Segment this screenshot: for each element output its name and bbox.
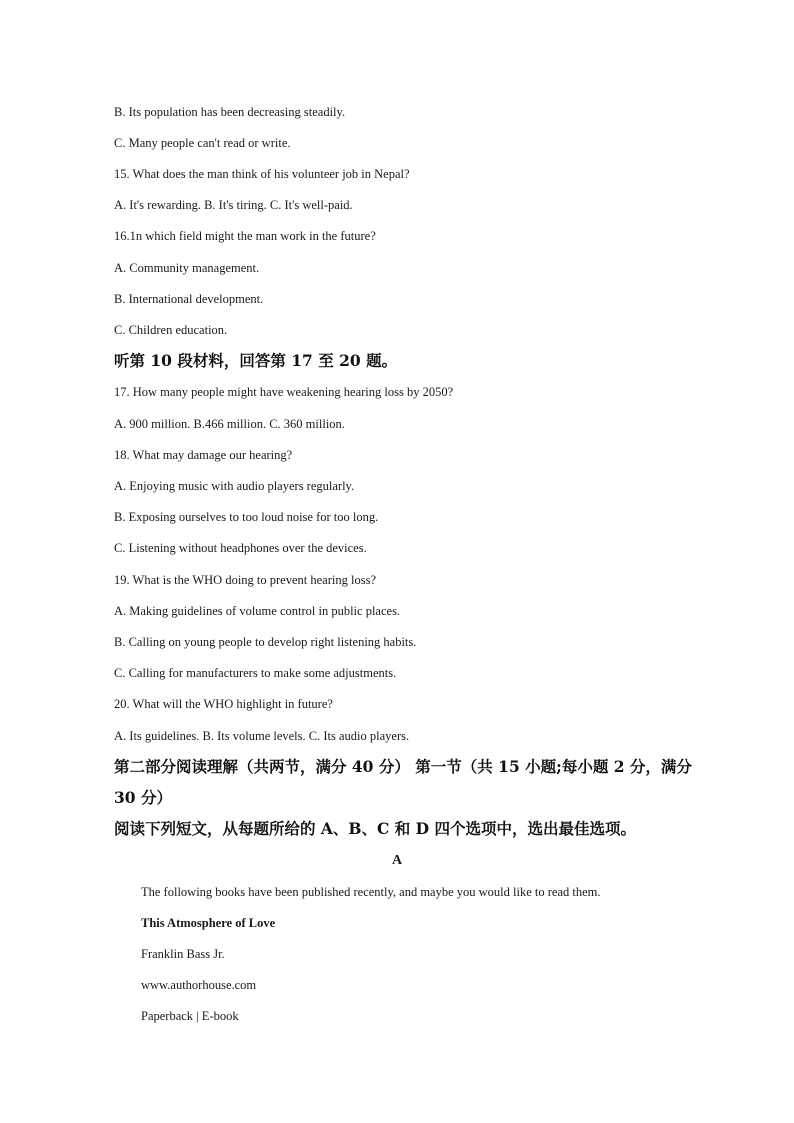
q16-option-a: A. Community management.	[114, 261, 260, 275]
q19-option-a: A. Making guidelines of volume control in public places.	[114, 604, 401, 618]
reading-instruction: 阅读下列短文，从每题所给的 A、B、C 和 D 四个选项中，选出最佳选项。	[114, 819, 636, 838]
q18-option-b: B. Exposing ourselves to too loud noise for too long.	[114, 510, 379, 524]
question-16: 16.1n which field might the man work in the future?	[114, 229, 376, 243]
question-19: 19. What is the WHO doing to prevent hearing loss?	[114, 573, 376, 587]
q18-option-a: A. Enjoying music with audio players regularly.	[114, 479, 355, 493]
question-17-options: A. 900 million. B.466 million. C. 360 million.	[114, 417, 345, 431]
question-18: 18. What may damage our hearing?	[114, 448, 293, 462]
q19-option-b: B. Calling on young people to develop right listening habits.	[114, 635, 417, 649]
passage-intro: The following books have been published recently, and maybe you would like to read them.	[141, 885, 601, 899]
book-formats: Paperback | E-book	[141, 1009, 239, 1023]
q18-option-c: C. Listening without headphones over the devices.	[114, 541, 367, 555]
question-20-options: A. Its guidelines. B. Its volume levels. C. Its audio players.	[114, 729, 410, 743]
q14-option-b: B. Its population has been decreasing steadily.	[114, 105, 346, 119]
part-2-heading-line-2: 30 分）	[114, 788, 172, 807]
q16-option-c: C. Children education.	[114, 323, 228, 337]
material-10-heading: 听第 10 段材料，回答第 17 至 20 题。	[114, 351, 398, 370]
book-website: www.authorhouse.com	[141, 978, 257, 992]
question-15-options: A. It's rewarding. B. It's tiring. C. It's well-paid.	[114, 198, 353, 212]
q14-option-c: C. Many people can't read or write.	[114, 136, 291, 150]
q16-option-b: B. International development.	[114, 292, 264, 306]
part-2-heading-line-1: 第二部分阅读理解（共两节，满分 40 分） 第一节（共 15 小题;每小题 2 分，满分	[114, 757, 692, 776]
book-author: Franklin Bass Jr.	[141, 947, 225, 961]
question-15: 15. What does the man think of his volunteer job in Nepal?	[114, 167, 410, 181]
q19-option-c: C. Calling for manufacturers to make some adjustments.	[114, 666, 397, 680]
book-title: This Atmosphere of Love	[141, 916, 276, 930]
passage-label: A	[391, 853, 403, 868]
question-17: 17. How many people might have weakening hearing loss by 2050?	[114, 385, 454, 399]
question-20: 20. What will the WHO highlight in future?	[114, 697, 333, 711]
